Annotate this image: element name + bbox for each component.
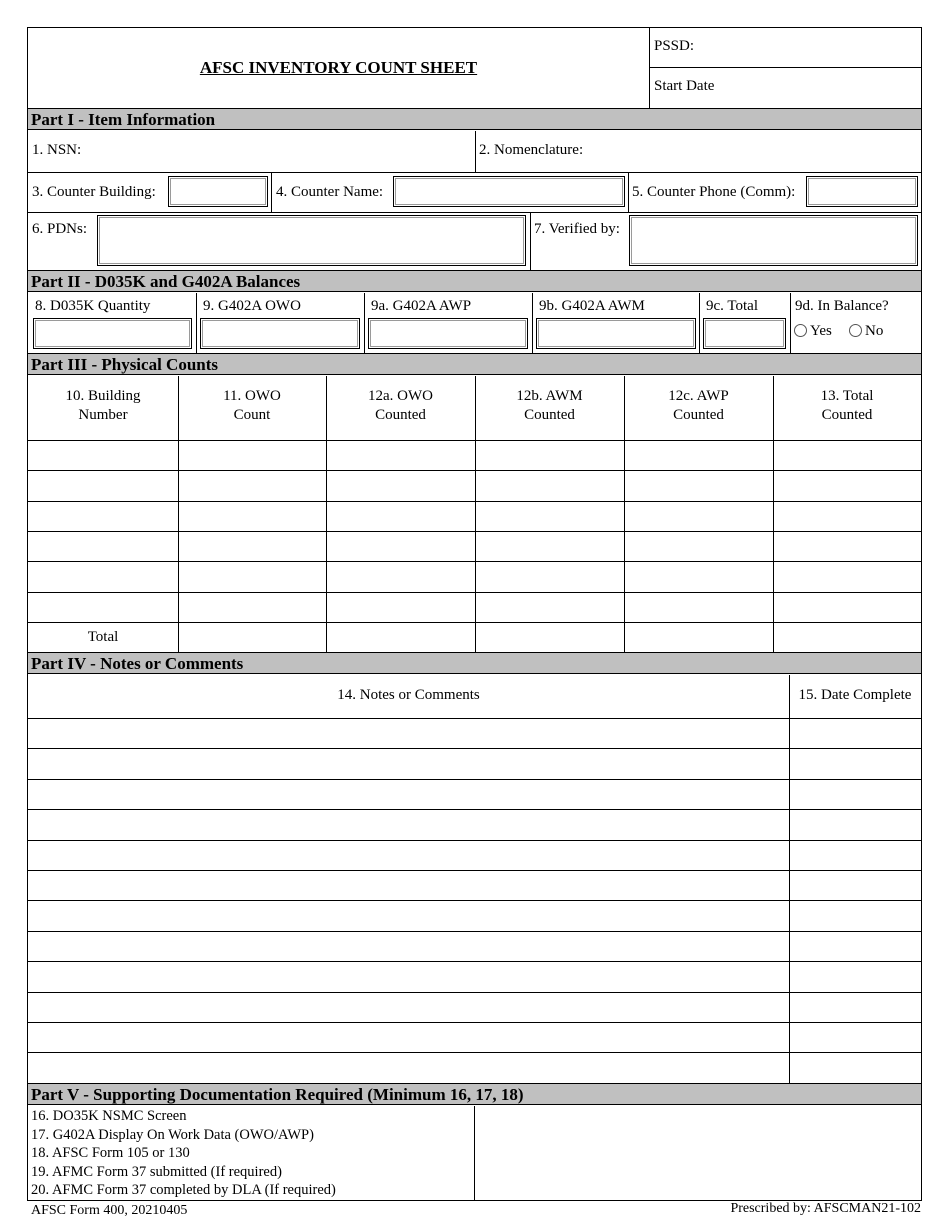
date-complete-cell[interactable] <box>789 718 921 748</box>
counter-phone-label: 5. Counter Phone (Comm): <box>632 184 796 200</box>
notes-cell[interactable] <box>28 779 789 809</box>
inventory-form <box>27 27 922 1201</box>
row-line <box>28 212 921 213</box>
start-date-label: Start Date <box>654 78 715 94</box>
counter-phone-input[interactable] <box>806 176 918 207</box>
part5-heading: Part V - Supporting Documentation Required (Minimum 16, 17, 18) <box>28 1083 921 1105</box>
date-complete-header: 15. Date Complete <box>798 687 912 703</box>
count-cell[interactable] <box>28 440 178 470</box>
count-cell[interactable] <box>773 531 921 561</box>
notes-cell[interactable] <box>28 840 789 870</box>
total-balance-label: 9c. Total <box>706 298 758 314</box>
count-cell[interactable] <box>28 561 178 591</box>
g402a-awm-input[interactable] <box>536 318 696 349</box>
counts-column-header <box>326 387 475 425</box>
doc-item-17: 17. G402A Display On Work Data (OWO/AWP) <box>31 1126 314 1143</box>
date-complete-cell[interactable] <box>789 992 921 1022</box>
count-cell[interactable] <box>624 561 773 591</box>
counts-column-header <box>28 387 178 425</box>
counts-column-header <box>624 387 773 425</box>
col-line <box>364 293 365 353</box>
counter-building-label: 3. Counter Building: <box>32 184 156 200</box>
count-cell[interactable] <box>475 561 624 591</box>
count-cell[interactable] <box>624 440 773 470</box>
doc-item-16: 16. DO35K NSMC Screen <box>31 1108 187 1124</box>
date-complete-cell[interactable] <box>789 900 921 930</box>
count-cell[interactable] <box>28 592 178 622</box>
count-cell[interactable] <box>475 622 624 652</box>
yes-label: Yes <box>810 323 832 339</box>
count-cell[interactable] <box>475 501 624 531</box>
g402a-owo-input[interactable] <box>200 318 360 349</box>
count-cell[interactable] <box>475 470 624 500</box>
counter-building-input[interactable] <box>168 176 268 207</box>
count-cell[interactable] <box>475 440 624 470</box>
no-label: No <box>865 323 884 339</box>
pssd-label: PSSD: <box>654 38 695 54</box>
total-balance-input[interactable] <box>703 318 786 349</box>
date-complete-cell[interactable] <box>789 748 921 778</box>
header-line: Counted <box>821 407 873 423</box>
count-cell[interactable] <box>178 531 326 561</box>
doc-item-19: 19. AFMC Form 37 submitted (If required) <box>31 1163 282 1180</box>
in-balance-label: 9d. In Balance? <box>795 298 889 314</box>
notes-cell[interactable] <box>28 1022 789 1052</box>
col-line <box>628 172 629 212</box>
d035k-qty-label: 8. D035K Quantity <box>35 298 151 314</box>
count-cell[interactable] <box>178 622 326 652</box>
count-cell[interactable] <box>326 501 475 531</box>
documentation-list <box>31 1107 336 1200</box>
col-line <box>196 293 197 353</box>
documentation-divider <box>474 1106 475 1201</box>
row-line <box>28 172 921 173</box>
part1-heading: Part I - Item Information <box>28 108 921 130</box>
counter-name-label: 4. Counter Name: <box>276 184 384 200</box>
date-complete-cell[interactable] <box>789 931 921 961</box>
nsn-divider <box>475 131 476 172</box>
notes-cell[interactable] <box>28 748 789 778</box>
count-cell[interactable] <box>326 561 475 591</box>
total-row-label: Total <box>87 628 119 645</box>
count-cell[interactable] <box>475 531 624 561</box>
header-line: 13. Total <box>820 388 874 404</box>
count-cell[interactable] <box>624 470 773 500</box>
count-cell[interactable] <box>326 440 475 470</box>
count-cell[interactable] <box>178 561 326 591</box>
yes-radio-icon[interactable] <box>794 324 807 337</box>
count-cell[interactable] <box>773 592 921 622</box>
notes-header: 14. Notes or Comments <box>337 687 480 703</box>
form-title: AFSC INVENTORY COUNT SHEET <box>199 58 478 77</box>
notes-cell[interactable] <box>28 870 789 900</box>
header-line: 12c. AWP <box>668 388 729 404</box>
header-line: 12a. OWO <box>368 388 433 404</box>
header-line: Counted <box>673 407 724 423</box>
counts-column-header <box>178 387 326 425</box>
col-line <box>530 212 531 270</box>
counts-column-header <box>475 387 624 425</box>
notes-cell[interactable] <box>28 900 789 930</box>
header-line: 12b. AWM <box>516 388 583 404</box>
count-cell[interactable] <box>28 531 178 561</box>
header-line: Counted <box>524 407 575 423</box>
count-cell[interactable] <box>326 592 475 622</box>
date-complete-cell[interactable] <box>789 961 921 991</box>
count-cell[interactable] <box>773 470 921 500</box>
d035k-qty-input[interactable] <box>33 318 192 349</box>
count-cell[interactable] <box>28 501 178 531</box>
count-cell[interactable] <box>326 622 475 652</box>
verified-by-label: 7. Verified by: <box>534 221 620 237</box>
doc-item-18: 18. AFSC Form 105 or 130 <box>31 1145 190 1162</box>
count-cell[interactable] <box>624 622 773 652</box>
notes-cell[interactable] <box>28 961 789 991</box>
header-line: Number <box>78 407 128 423</box>
part2-heading: Part II - D035K and G402A Balances <box>28 270 921 292</box>
col-line <box>699 293 700 353</box>
prescribed-by: Prescribed by: AFSCMAN21-102 <box>730 1201 921 1216</box>
count-cell[interactable] <box>178 592 326 622</box>
count-cell[interactable] <box>773 501 921 531</box>
col-line <box>532 293 533 353</box>
part4-heading: Part IV - Notes or Comments <box>28 652 921 674</box>
verified-by-input[interactable] <box>629 215 918 266</box>
header-line: Count <box>233 407 271 423</box>
count-cell[interactable] <box>28 470 178 500</box>
nomenclature-label: 2. Nomenclature: <box>479 142 584 158</box>
notes-cell[interactable] <box>28 931 789 961</box>
counter-name-input[interactable] <box>393 176 625 207</box>
count-cell[interactable] <box>624 592 773 622</box>
col-line <box>790 293 791 353</box>
in-balance-no[interactable] <box>849 323 883 340</box>
count-cell[interactable] <box>475 592 624 622</box>
part3-heading: Part III - Physical Counts <box>28 353 921 375</box>
date-complete-cell[interactable] <box>789 870 921 900</box>
pdns-label: 6. PDNs: <box>32 221 88 237</box>
header-divider <box>649 28 650 108</box>
count-cell[interactable] <box>624 531 773 561</box>
count-cell[interactable] <box>178 501 326 531</box>
count-cell[interactable] <box>773 561 921 591</box>
form-number: AFSC Form 400, 20210405 <box>31 1203 188 1218</box>
in-balance-yes[interactable] <box>794 323 832 340</box>
count-cell[interactable] <box>773 622 921 652</box>
notes-cell[interactable] <box>28 809 789 839</box>
date-complete-cell[interactable] <box>789 809 921 839</box>
counts-column-header <box>773 387 921 425</box>
nsn-label: 1. NSN: <box>32 142 82 158</box>
notes-cell[interactable] <box>28 992 789 1022</box>
pdns-input[interactable] <box>97 215 526 266</box>
g402a-awp-label: 9a. G402A AWP <box>371 298 472 314</box>
g402a-owo-label: 9. G402A OWO <box>203 298 301 314</box>
physical-counts-table <box>28 376 921 652</box>
notes-table <box>28 675 921 1083</box>
header-split <box>649 67 922 68</box>
count-cell[interactable] <box>178 440 326 470</box>
count-cell[interactable] <box>326 470 475 500</box>
notes-cell[interactable] <box>28 718 789 748</box>
date-complete-cell[interactable] <box>789 840 921 870</box>
date-complete-cell[interactable] <box>789 1022 921 1052</box>
count-cell[interactable] <box>178 470 326 500</box>
g402a-awm-label: 9b. G402A AWM <box>539 298 645 314</box>
no-radio-icon[interactable] <box>849 324 862 337</box>
count-cell[interactable] <box>773 440 921 470</box>
notes-cell[interactable] <box>28 1052 789 1082</box>
date-complete-cell[interactable] <box>789 1052 921 1082</box>
count-cell[interactable] <box>326 531 475 561</box>
doc-item-20: 20. AFMC Form 37 completed by DLA (If required) <box>31 1182 336 1199</box>
header-line: 10. Building <box>65 388 141 404</box>
header-line: Counted <box>375 407 426 423</box>
header-line: 11. OWO <box>223 388 281 404</box>
col-line <box>271 172 272 212</box>
date-complete-cell[interactable] <box>789 779 921 809</box>
g402a-awp-input[interactable] <box>368 318 528 349</box>
count-cell[interactable] <box>624 501 773 531</box>
